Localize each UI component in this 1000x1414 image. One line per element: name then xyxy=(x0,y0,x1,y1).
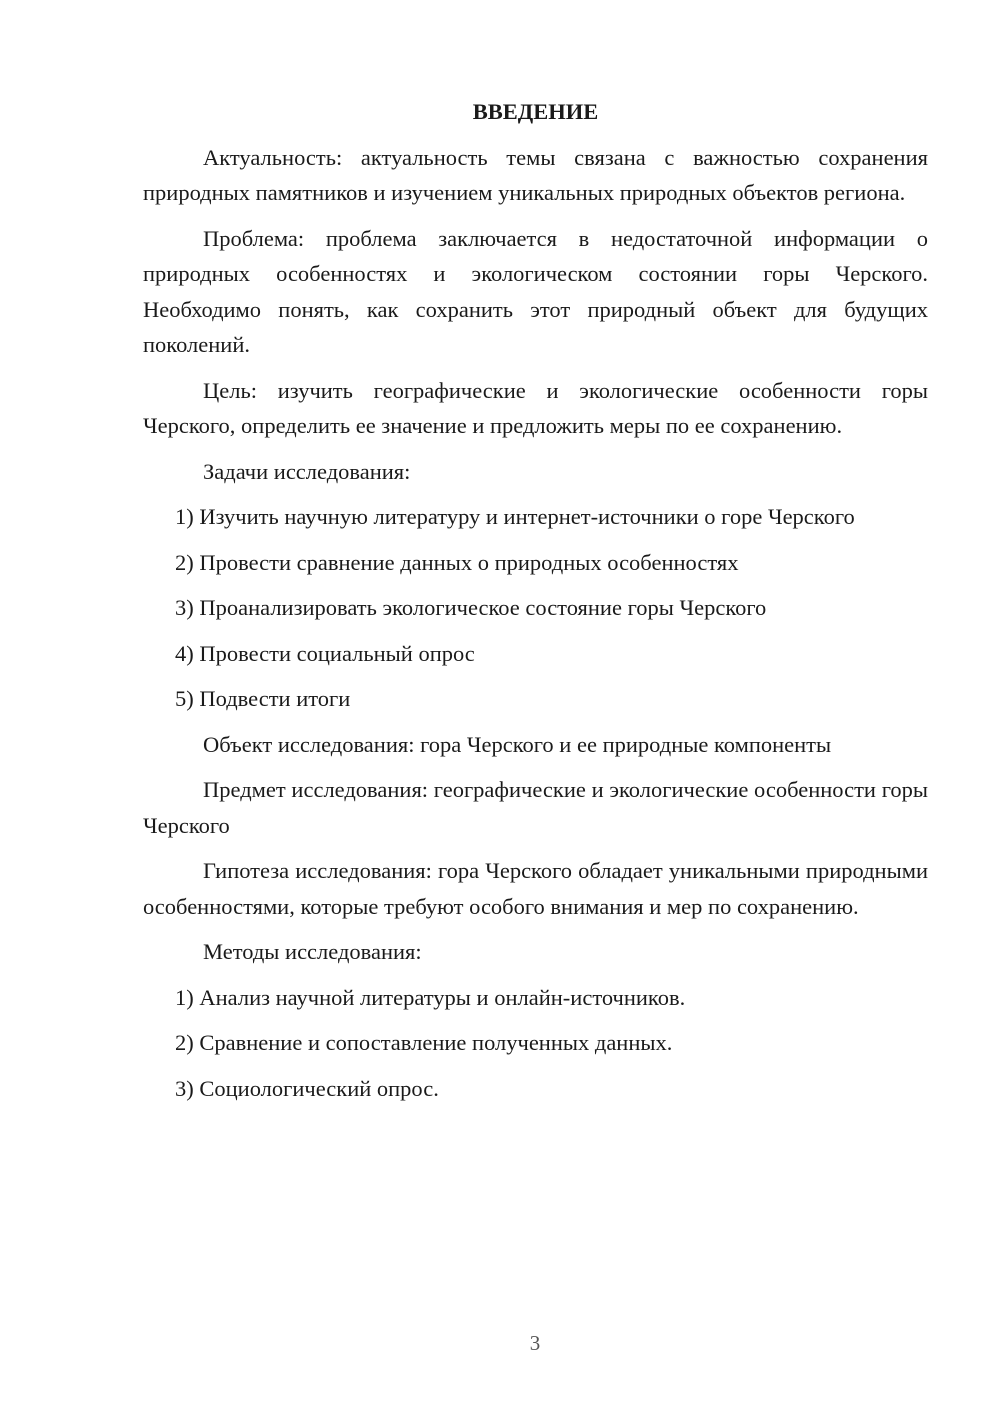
methods-heading: Методы исследования: xyxy=(203,939,422,964)
method-item: 2) Сравнение и сопоставление полученных данных. xyxy=(175,1030,673,1055)
tasks-list xyxy=(143,499,928,717)
methods-list xyxy=(143,980,928,1107)
section-title: ВВЕДЕНИЕ xyxy=(472,99,599,124)
task-item: 1) Изучить научную литературу и интернет-источники о горе Черского xyxy=(175,504,855,529)
goal-paragraph: Цель: изучить географические и экологические особенности горы Черского, определить ее значение и предложить меры по ее сохранению. xyxy=(143,377,928,438)
task-item: 4) Провести социальный опрос xyxy=(175,640,475,666)
page-number: 3 xyxy=(529,1331,541,1355)
hypothesis-paragraph: Гипотеза исследования: гора Черского обладает уникальными природными особенностями, которые требуют особого внимания и мер по сохранению. xyxy=(143,858,928,919)
subject-paragraph: Предмет исследования: географические и экологические особенности горы Черского xyxy=(143,777,928,838)
relevance-paragraph: Актуальность: актуальность темы связана с важностью сохранения природных памятников и изучением уникальных природных объектов региона. xyxy=(143,144,928,205)
task-item: 2) Провести сравнение данных о природных особенностях xyxy=(175,549,739,575)
object-paragraph: Объект исследования: гора Черского и ее природные компоненты xyxy=(203,731,832,757)
tasks-heading: Задачи исследования: xyxy=(203,458,411,484)
method-item: 3) Социологический опрос. xyxy=(175,1075,439,1101)
task-item: 5) Подвести итоги xyxy=(175,686,351,711)
problem-paragraph: Проблема: проблема заключается в недостаточной информации о природных особенностях и экологическом состоянии горы Черского. Необходимо понять, как сохранить этот природный объект для будущих поколений. xyxy=(143,225,928,357)
method-item: 1) Анализ научной литературы и онлайн-источников. xyxy=(175,984,686,1010)
page-content xyxy=(143,94,928,1116)
task-item: 3) Проанализировать экологическое состояние горы Черского xyxy=(175,595,767,620)
